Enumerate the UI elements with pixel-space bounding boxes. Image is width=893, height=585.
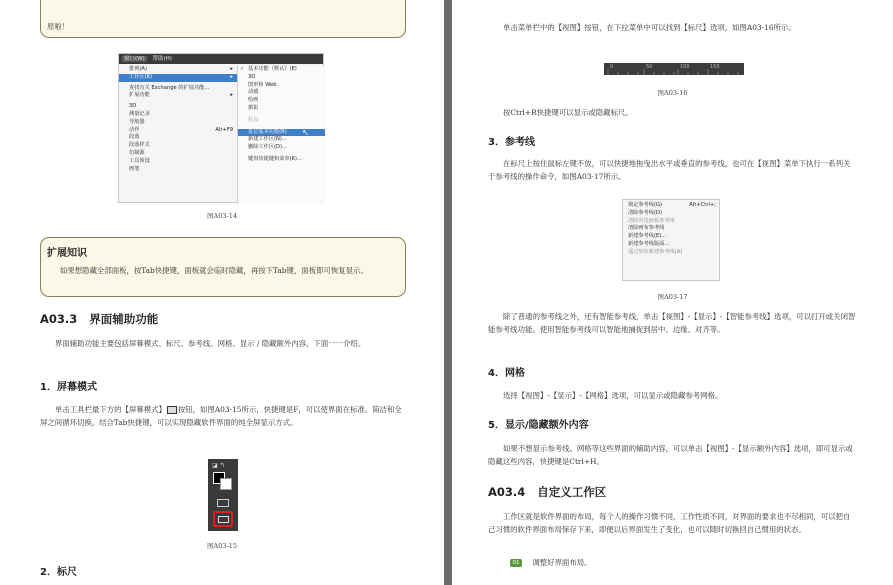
menu-item-clone-source: 仿制源: [129, 149, 145, 156]
figure-a03-15: [208, 459, 238, 531]
menu-item-brush: 画笔: [129, 165, 140, 172]
heading-guides: 3．参考线: [488, 137, 535, 148]
section-a03-4-heading: [488, 484, 606, 500]
ruler-tick-label: 0: [610, 64, 614, 70]
grid-paragraph: 选择【视图】-【显示】-【网格】选项，可以显示或隐藏参考网格。: [503, 391, 723, 400]
step-01: [510, 557, 592, 570]
screen-mode-icon: [167, 406, 177, 414]
menu-item-keyboard-shortcuts: 键盘快捷键和菜单(K)...: [248, 155, 302, 162]
quick-mask-icon: [217, 499, 229, 507]
menu-item-clear-artboard-guides: 清除所选画板参考线: [628, 217, 675, 224]
book-spine: [444, 0, 452, 585]
figure-a03-14: [118, 53, 324, 203]
menu-item-clear-guides: 清除参考线(D): [628, 209, 662, 216]
step-number-badge: 01: [510, 559, 522, 567]
figure-a03-17: [622, 199, 720, 281]
section-title: 自定义工作区: [537, 485, 607, 499]
section-title: 界面辅助功能: [89, 312, 159, 326]
extension-title: 扩展知识: [47, 248, 87, 259]
extension-box: [40, 237, 406, 297]
ruler-ticks: [604, 63, 744, 75]
note-box-top: [40, 0, 406, 38]
menu-item-arrange: 排列(A) ▸: [129, 66, 233, 72]
heading-grid: 4．网格: [488, 368, 525, 379]
menubar: [119, 54, 323, 64]
menu-item-ws-web: 图形和 Web: [248, 81, 277, 88]
menu-item-measure: 测量记录: [129, 110, 150, 117]
menubar-item-window: 窗口(W): [124, 56, 145, 62]
menu-item-essentials: ✓ 基本功能（默认）(E): [240, 66, 297, 72]
intro-paragraph: 界面辅助功能主要包括屏幕模式、标尺、参考线、网格、显示 / 隐藏额外内容，下面一一介绍。: [55, 339, 366, 348]
figure-caption-a03-17: 图A03-17: [657, 293, 688, 301]
screen-mode-paragraph: 单击工具栏最下方的【屏幕模式】 按钮，如图A03-15所示，快捷键是F，可以使界面在标准、简洁和全屏之间循环切换。结合Tab快捷键，可以实现隐藏软件界面的纯全屏显示方式。: [40, 405, 402, 427]
left-page: [0, 0, 444, 585]
ruler-tick-label: 100: [680, 64, 690, 70]
section-number: A03.3: [40, 312, 78, 326]
ruler-tick-label: 50: [646, 64, 653, 70]
menu-item-extensions: 扩展功能 ▸: [129, 92, 233, 99]
swap-colors-icon: ◪ ↰: [212, 462, 225, 469]
menu-right: [237, 66, 325, 204]
step-text: 调整好界面布局。: [532, 558, 592, 567]
menu-item-tool-presets: 工具预设: [129, 157, 150, 164]
menu-item-ws-painting: 绘画: [248, 97, 259, 104]
smart-guides-paragraph: 除了普通的参考线之外，还有智能参考线，单击【视图】-【显示】-【智能参考线】选项，可以打开或关闭智能参考线功能。使用智能参考线可以智能地捕捉到居中、边缘、对齐等。: [488, 312, 856, 334]
extras-paragraph: 如果不想显示参考线、网格等这些界面的辅助内容，可以单击【视图】-【显示额外内容】选项，即可显示或隐藏这些内容，快捷键是Ctrl+H。: [488, 444, 853, 466]
menu-item-new-workspace: 新建工作区(N)...: [248, 136, 287, 143]
check-icon: ✓: [240, 66, 245, 72]
section-a03-3-heading: [40, 311, 158, 327]
ruler-paragraph: 单击菜单栏中的【视图】按钮，在下拉菜单中可以找到【标尺】选项，如图A03-16所示。: [503, 23, 796, 32]
ruler-tick-label: 150: [710, 64, 720, 70]
workspace-paragraph: 工作区就是软件界面的布局，每个人的操作习惯不同，工作性质不同，对界面的要求也不尽相同，可以把自己习惯的软件界面布局保存下来，即便以后界面发生了变化，也可以随时切换回自己惯用的状态。: [488, 512, 851, 534]
menu-left: [119, 66, 237, 173]
menu-item-paragraph: 段落: [129, 134, 140, 141]
guides-paragraph: 在标尺上按住鼠标左键不放，可以快捷地拖曳出水平或垂直的参考线，也可在【视图】菜单下执行一系列关于参考线的操作命令，如图A03-17所示。: [488, 159, 851, 181]
menu-item-ws-lock: 拉点: [248, 116, 259, 123]
cursor-icon: ↖: [302, 127, 309, 137]
menu-item-3d: 3D: [129, 103, 137, 110]
figure-a03-16: [604, 63, 744, 75]
figure-caption-a03-16: 图A03-16: [657, 89, 688, 97]
right-page: [452, 0, 893, 585]
menu-item-navigator: 导航器: [129, 118, 145, 125]
ruler-shortcut-paragraph: 按Ctrl+R快捷键可以显示或隐藏标尺。: [503, 108, 633, 117]
menu-item-clear-canvas-guides: 清除画布参考线: [628, 225, 665, 232]
menu-item-find-exchange: 查找有关 Exchange 的扩展功能...: [129, 84, 210, 91]
heading-extras: 5．显示/隐藏额外内容: [488, 420, 589, 431]
heading-ruler: 2．标尺: [40, 567, 77, 578]
shortcut-lock-guides: Alt+Ctrl+;: [689, 202, 716, 208]
heading-screen-mode: 1．屏幕模式: [40, 382, 97, 393]
figure-caption-a03-15: 图A03-15: [207, 542, 237, 550]
extension-body: 如果想隐藏全部面板，按Tab快捷键，面板就会临时隐藏，再按下Tab键，面板即可恢复显示。: [60, 266, 368, 275]
menu-item-ws-motion: 动感: [248, 89, 259, 96]
menu-item-new-guide-layout: 新建参考线版面...: [628, 240, 670, 247]
menubar-item-help: 帮助(H): [152, 56, 172, 62]
menu-item-new-guide: 新建参考线(E)...: [628, 233, 667, 240]
menu-item-delete-workspace: 删除工作区(D)...: [248, 144, 287, 151]
note-tail-text: 原啦！: [47, 22, 70, 31]
background-color-swatch: [220, 478, 232, 490]
menu-item-lock-guides: 锁定参考线(G) Alt+Ctrl+;: [628, 202, 716, 208]
section-number: A03.4: [488, 485, 526, 499]
menu-item-ws-photo: 摄影: [248, 104, 259, 111]
menu-item-actions: 动作 Alt+F9: [129, 126, 233, 133]
menu-item-ws-3d: 3D: [248, 73, 256, 80]
menu-item-paragraph-styles: 段落样式: [129, 142, 150, 149]
menu-item-workspace: 工作区(K) ▸: [119, 74, 237, 82]
screen-mode-button: [213, 511, 233, 527]
figure-caption-a03-14: 图A03-14: [207, 212, 237, 220]
menu-item-reset-essentials: 复位基本功能(R) ↖: [238, 129, 325, 137]
menu-item-guides-from-shape: 通过形状新建参考线(A): [628, 248, 683, 255]
shortcut-actions: Alt+F9: [215, 126, 233, 133]
